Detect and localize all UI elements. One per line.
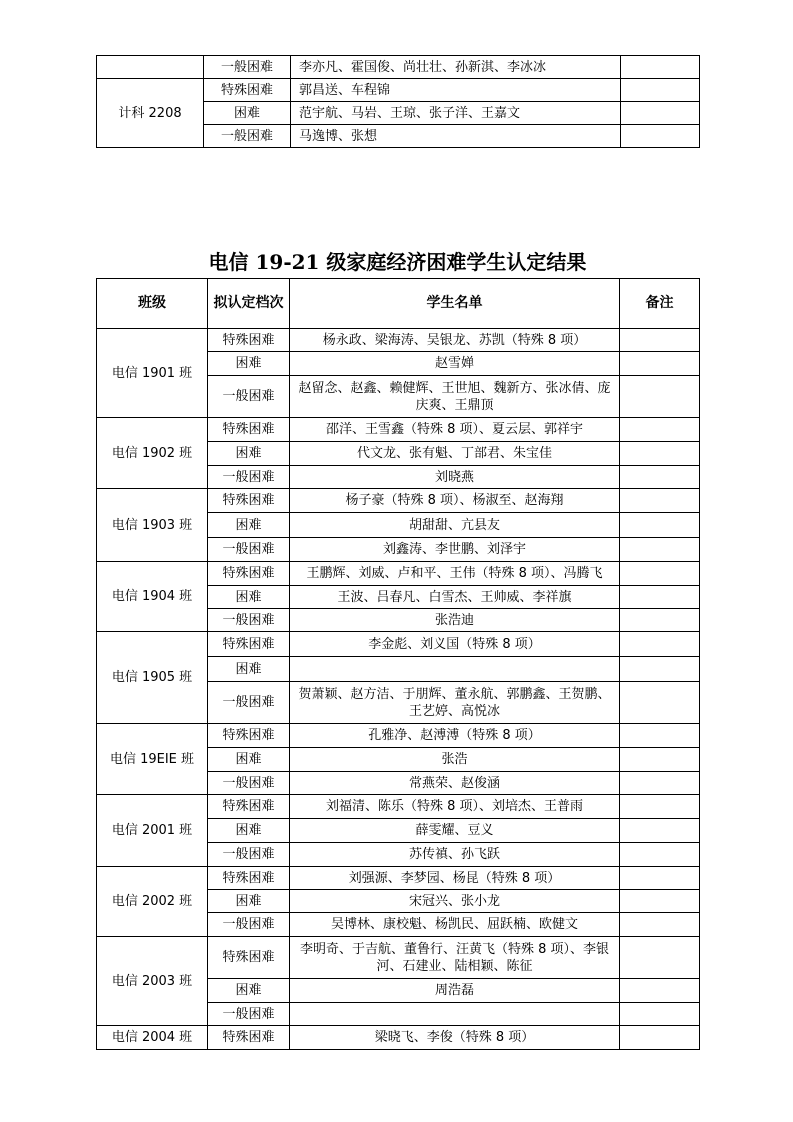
names-cell: 杨永政、梁海涛、吴银龙、苏凯（特殊 8 项） [290, 329, 620, 352]
remark-cell [620, 538, 700, 562]
remark-cell [620, 632, 700, 657]
level-cell: 一般困难 [208, 538, 290, 562]
level-cell: 特殊困难 [204, 79, 291, 102]
names-cell: 王鹏辉、刘威、卢和平、王伟（特殊 8 项）、冯腾飞 [290, 562, 620, 586]
names-cell: 马逸博、张想 [291, 125, 621, 148]
names-cell: 宋冠兴、张小龙 [290, 890, 620, 913]
table-row [97, 79, 700, 102]
remark-cell [620, 795, 700, 819]
class-name-cell: 电信 2002 班 [97, 867, 208, 937]
header-remark: 备注 [620, 279, 700, 329]
level-cell: 困难 [208, 586, 290, 609]
class-name-cell: 电信 2001 班 [97, 795, 208, 867]
level-cell: 特殊困难 [208, 937, 290, 979]
level-cell: 一般困难 [208, 376, 290, 418]
remark-cell [620, 562, 700, 586]
table-row [97, 329, 700, 352]
level-cell: 特殊困难 [208, 562, 290, 586]
level-cell: 困难 [204, 102, 291, 125]
table-row [97, 795, 700, 819]
remark-cell [620, 609, 700, 632]
level-cell: 一般困难 [208, 913, 290, 937]
level-cell: 一般困难 [208, 609, 290, 632]
remark-cell [620, 682, 700, 724]
level-cell: 一般困难 [204, 56, 291, 79]
remark-cell [620, 867, 700, 890]
table-row [97, 937, 700, 979]
level-cell: 特殊困难 [208, 795, 290, 819]
names-cell: 刘强源、李梦园、杨昆（特殊 8 项） [290, 867, 620, 890]
level-cell: 困难 [208, 979, 290, 1003]
names-cell: 刘鑫涛、李世鹏、刘泽宇 [290, 538, 620, 562]
level-cell: 特殊困难 [208, 632, 290, 657]
table-row [97, 867, 700, 890]
remark-cell [620, 937, 700, 979]
remark-cell [620, 513, 700, 538]
names-cell: 苏传禛、孙飞跃 [290, 843, 620, 867]
header-class: 班级 [97, 279, 208, 329]
page-title: 电信 19-21 级家庭经济困难学生认定结果 [208, 250, 587, 274]
names-cell: 邵洋、王雪鑫（特殊 8 项）、夏云层、郭祥宇 [290, 418, 620, 442]
level-cell: 特殊困难 [208, 1026, 290, 1050]
table-row [97, 632, 700, 657]
remark-cell [620, 913, 700, 937]
table-row [97, 1026, 700, 1050]
names-cell [290, 1003, 620, 1026]
table-row [97, 56, 700, 79]
header-names: 学生名单 [290, 279, 620, 329]
remark-cell [620, 1003, 700, 1026]
names-cell: 李亦凡、霍国俊、尚壮壮、孙新淇、李冰冰 [291, 56, 621, 79]
remark-cell [620, 352, 700, 376]
level-cell: 困难 [208, 442, 290, 466]
remark-cell [620, 442, 700, 466]
remark-cell [621, 56, 700, 79]
class-name-cell: 电信 1903 班 [97, 489, 208, 562]
names-cell: 刘福清、陈乐（特殊 8 项）、刘培杰、王普雨 [290, 795, 620, 819]
names-cell: 范宇航、马岩、王琼、张子洋、王嘉文 [291, 102, 621, 125]
table-row [97, 489, 700, 513]
names-cell: 郭昌送、车程锦 [291, 79, 621, 102]
level-cell: 一般困难 [208, 1003, 290, 1026]
remark-cell [621, 125, 700, 148]
names-cell: 杨子豪（特殊 8 项）、杨淑至、赵海翔 [290, 489, 620, 513]
level-cell: 一般困难 [208, 772, 290, 795]
continued-table-top [96, 55, 700, 148]
names-cell: 赵雪婵 [290, 352, 620, 376]
level-cell: 一般困难 [208, 843, 290, 867]
level-cell: 困难 [208, 513, 290, 538]
class-name-cell: 电信 1905 班 [97, 632, 208, 724]
level-cell: 困难 [208, 748, 290, 772]
remark-cell [620, 418, 700, 442]
remark-cell [620, 489, 700, 513]
class-name-cell: 电信 19EIE 班 [97, 724, 208, 795]
names-cell: 张浩迪 [290, 609, 620, 632]
remark-cell [620, 657, 700, 682]
names-cell: 贺萧颖、赵方洁、于朋辉、董永航、郭鹏鑫、王贺鹏、王艺婷、高悦冰 [290, 682, 620, 724]
remark-cell [620, 890, 700, 913]
names-cell: 常燕荣、赵俊涵 [290, 772, 620, 795]
level-cell: 特殊困难 [208, 867, 290, 890]
remark-cell [621, 102, 700, 125]
names-cell: 刘晓燕 [290, 466, 620, 489]
level-cell: 困难 [208, 890, 290, 913]
names-cell: 李金彪、刘义国（特殊 8 项） [290, 632, 620, 657]
table-row [97, 724, 700, 748]
class-cell-continued [97, 56, 204, 79]
class-name-cell: 计科 2208 [97, 79, 204, 148]
level-cell: 特殊困难 [208, 418, 290, 442]
header-level: 拟认定档次 [208, 279, 290, 329]
class-name-cell: 电信 1902 班 [97, 418, 208, 489]
remark-cell [620, 772, 700, 795]
names-cell: 孔雅净、赵溥溥（特殊 8 项） [290, 724, 620, 748]
class-name-cell: 电信 1901 班 [97, 329, 208, 418]
level-cell: 困难 [208, 819, 290, 843]
names-cell: 吴博林、康校魁、杨凯民、屈跃楠、欧健文 [290, 913, 620, 937]
names-cell: 赵留念、赵鑫、赖健辉、王世旭、魏新方、张冰倩、庞庆爽、王鼎顶 [290, 376, 620, 418]
names-cell: 周浩磊 [290, 979, 620, 1003]
level-cell: 特殊困难 [208, 329, 290, 352]
remark-cell [621, 79, 700, 102]
remark-cell [620, 979, 700, 1003]
class-name-cell: 电信 2003 班 [97, 937, 208, 1026]
level-cell: 特殊困难 [208, 489, 290, 513]
table-row [97, 418, 700, 442]
names-cell: 梁晓飞、李俊（特殊 8 项） [290, 1026, 620, 1050]
level-cell: 困难 [208, 657, 290, 682]
results-body [97, 329, 700, 1050]
names-cell: 胡甜甜、亢县友 [290, 513, 620, 538]
table-row [97, 562, 700, 586]
remark-cell [620, 843, 700, 867]
remark-cell [620, 819, 700, 843]
names-cell: 王波、吕春凡、白雪杰、王帅威、李祥旗 [290, 586, 620, 609]
remark-cell [620, 376, 700, 418]
names-cell: 张浩 [290, 748, 620, 772]
results-table [96, 278, 700, 1050]
names-cell: 李明奇、于吉航、董鲁行、汪黄飞（特殊 8 项）、李银河、石建业、陆相颖、陈征 [290, 937, 620, 979]
class-name-cell: 电信 2004 班 [97, 1026, 208, 1050]
remark-cell [620, 586, 700, 609]
remark-cell [620, 466, 700, 489]
level-cell: 特殊困难 [208, 724, 290, 748]
level-cell: 困难 [208, 352, 290, 376]
names-cell [290, 657, 620, 682]
names-cell: 代文龙、张有魁、丁部君、朱宝佳 [290, 442, 620, 466]
level-cell: 一般困难 [204, 125, 291, 148]
class-name-cell: 电信 1904 班 [97, 562, 208, 632]
remark-cell [620, 748, 700, 772]
header-row [97, 279, 700, 329]
remark-cell [620, 724, 700, 748]
remark-cell [620, 329, 700, 352]
remark-cell [620, 1026, 700, 1050]
level-cell: 一般困难 [208, 682, 290, 724]
names-cell: 薛雯耀、豆义 [290, 819, 620, 843]
level-cell: 一般困难 [208, 466, 290, 489]
